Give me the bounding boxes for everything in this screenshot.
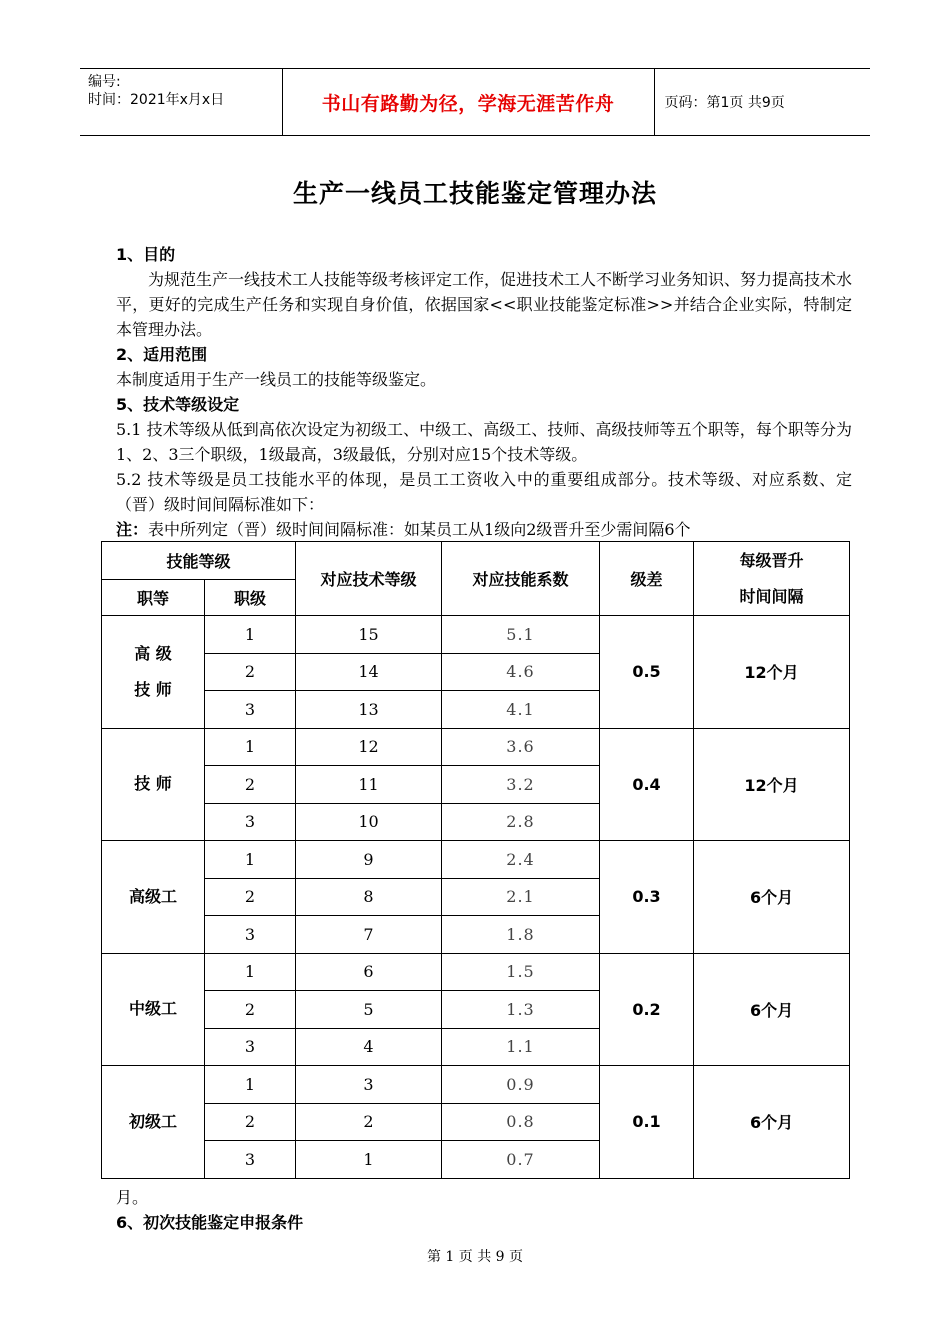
- tech-level-cell: 13: [296, 691, 442, 729]
- table-row: [102, 728, 850, 766]
- rank-label: 高 级: [134, 643, 172, 663]
- rank-cell: [102, 841, 205, 954]
- diff-cell: 0.1: [600, 1066, 694, 1179]
- tech-level-cell: 11: [296, 766, 442, 804]
- rank-label: 中级工: [128, 999, 177, 1019]
- note-label: 注：: [116, 520, 149, 539]
- section-heading: 1、目的: [116, 245, 176, 264]
- tech-level-cell: 1: [296, 1141, 442, 1179]
- diff-cell: 0.3: [600, 841, 694, 954]
- diff-cell: 0.5: [600, 616, 694, 729]
- coefficient-cell: 2.4: [442, 841, 600, 879]
- section-paragraph: 本制度适用于生产一线员工的技能等级鉴定。: [116, 370, 437, 389]
- interval-cell: 12个月: [694, 616, 850, 729]
- table-note: [116, 517, 852, 539]
- rank-cell: [102, 616, 205, 729]
- coefficient-cell: 1.8: [442, 916, 600, 954]
- coefficient-cell: 3.2: [442, 766, 600, 804]
- grade-cell: 2: [205, 766, 296, 804]
- coefficient-cell: 1.1: [442, 1028, 600, 1066]
- grade-cell: 3: [205, 691, 296, 729]
- grade-cell: 1: [205, 728, 296, 766]
- coefficient-cell: 1.5: [442, 953, 600, 991]
- coefficient-cell: 3.6: [442, 728, 600, 766]
- section-heading: 6、初次技能鉴定申报条件: [116, 1213, 304, 1232]
- rank-label: 初级工: [128, 1111, 177, 1131]
- rank-cell: [102, 953, 205, 1066]
- header-slogan: 书山有路勤为径，学海无涯苦作舟: [321, 92, 615, 115]
- section-paragraph: 为规范生产一线技术工人技能等级考核评定工作，促进技术工人不断学习业务知识、努力提高技术水平，更好的完成生产任务和实现自身价值，依据国家<<职业技能鉴定标准>>并结合企业实际，特制定本管理办法。: [116, 270, 853, 339]
- header-interval: [694, 542, 850, 616]
- grade-cell: 3: [205, 916, 296, 954]
- table-body: [102, 616, 850, 1179]
- page-footer: 第 1 页 共 9 页: [426, 1249, 524, 1265]
- coefficient-cell: 2.1: [442, 878, 600, 916]
- section-1: [116, 242, 852, 539]
- page-header: [80, 68, 870, 136]
- grade-cell: 3: [205, 1028, 296, 1066]
- coefficient-cell: 0.8: [442, 1103, 600, 1141]
- section-heading: 2、适用范围: [116, 345, 208, 364]
- header-skill-level: 技能等级: [102, 542, 296, 580]
- section-heading: 5、技术等级设定: [116, 395, 240, 414]
- section-paragraph: 5.1 技术等级从低到高依次设定为初级工、中级工、高级工、技师、高级技师等五个职等，每个职等分为1、2、3三个职级，1级最高，3级最低，分别对应15个技术等级。: [116, 420, 852, 464]
- grade-cell: 3: [205, 803, 296, 841]
- tech-level-cell: 12: [296, 728, 442, 766]
- header-rank: 职等: [102, 580, 205, 616]
- rank-cell: [102, 728, 205, 841]
- header-tech-level: 对应技术等级: [296, 542, 442, 616]
- table-row: [102, 953, 850, 991]
- header-page-info: 页码：第1页 共9页: [654, 69, 870, 136]
- header-interval-line2: 时间间隔: [739, 586, 804, 606]
- coefficient-cell: 4.1: [442, 691, 600, 729]
- document-date: 时间：2021年x月x日: [88, 92, 225, 108]
- grade-cell: 2: [205, 878, 296, 916]
- coefficient-cell: 4.6: [442, 653, 600, 691]
- coefficient-cell: 0.9: [442, 1066, 600, 1104]
- table-row: [102, 841, 850, 879]
- section-paragraph: 5.2 技术等级是员工技能水平的体现，是员工工资收入中的重要组成部分。技术等级、对应系数、定（晋）级时间间隔标准如下：: [116, 470, 852, 514]
- coefficient-cell: 5.1: [442, 616, 600, 654]
- note-tail: 月。: [116, 1188, 149, 1207]
- rank-label: 技 师: [134, 774, 172, 794]
- grade-cell: 2: [205, 1103, 296, 1141]
- grade-cell: 1: [205, 953, 296, 991]
- tech-level-cell: 9: [296, 841, 442, 879]
- rank-label: 高级工: [128, 886, 177, 906]
- tech-level-cell: 15: [296, 616, 442, 654]
- grade-cell: 2: [205, 991, 296, 1029]
- coefficient-cell: 2.8: [442, 803, 600, 841]
- rank-label: 技 师: [134, 679, 172, 699]
- document-title: 生产一线员工技能鉴定管理办法: [292, 179, 657, 208]
- header-meta: [80, 69, 282, 136]
- interval-cell: 6个月: [694, 1066, 850, 1179]
- tech-level-cell: 6: [296, 953, 442, 991]
- grade-cell: 1: [205, 841, 296, 879]
- interval-cell: 6个月: [694, 841, 850, 954]
- header-interval-line1: 每级晋升: [739, 550, 804, 570]
- document-number-label: 编号:: [88, 74, 121, 90]
- skill-grade-table: [101, 541, 850, 1179]
- coefficient-cell: 0.7: [442, 1141, 600, 1179]
- coefficient-cell: 1.3: [442, 991, 600, 1029]
- table-row: [102, 616, 850, 654]
- tech-level-cell: 4: [296, 1028, 442, 1066]
- tech-level-cell: 3: [296, 1066, 442, 1104]
- section-continuation: [116, 1185, 852, 1235]
- tech-level-cell: 14: [296, 653, 442, 691]
- note-text: 表中所列定（晋）级时间间隔标准：如某员工从1级向2级晋升至少需间隔6个: [148, 520, 691, 539]
- rank-cell: [102, 1066, 205, 1179]
- header-slogan-cell: [282, 69, 654, 136]
- interval-cell: 6个月: [694, 953, 850, 1066]
- table-row: [102, 1066, 850, 1104]
- header-coefficient: 对应技能系数: [442, 542, 600, 616]
- diff-cell: 0.2: [600, 953, 694, 1066]
- interval-cell: 12个月: [694, 728, 850, 841]
- diff-cell: 0.4: [600, 728, 694, 841]
- header-grade: 职级: [205, 580, 296, 616]
- grade-cell: 1: [205, 616, 296, 654]
- tech-level-cell: 2: [296, 1103, 442, 1141]
- tech-level-cell: 10: [296, 803, 442, 841]
- grade-cell: 2: [205, 653, 296, 691]
- tech-level-cell: 7: [296, 916, 442, 954]
- header-diff: 级差: [600, 542, 694, 616]
- tech-level-cell: 8: [296, 878, 442, 916]
- grade-cell: 1: [205, 1066, 296, 1104]
- tech-level-cell: 5: [296, 991, 442, 1029]
- grade-cell: 3: [205, 1141, 296, 1179]
